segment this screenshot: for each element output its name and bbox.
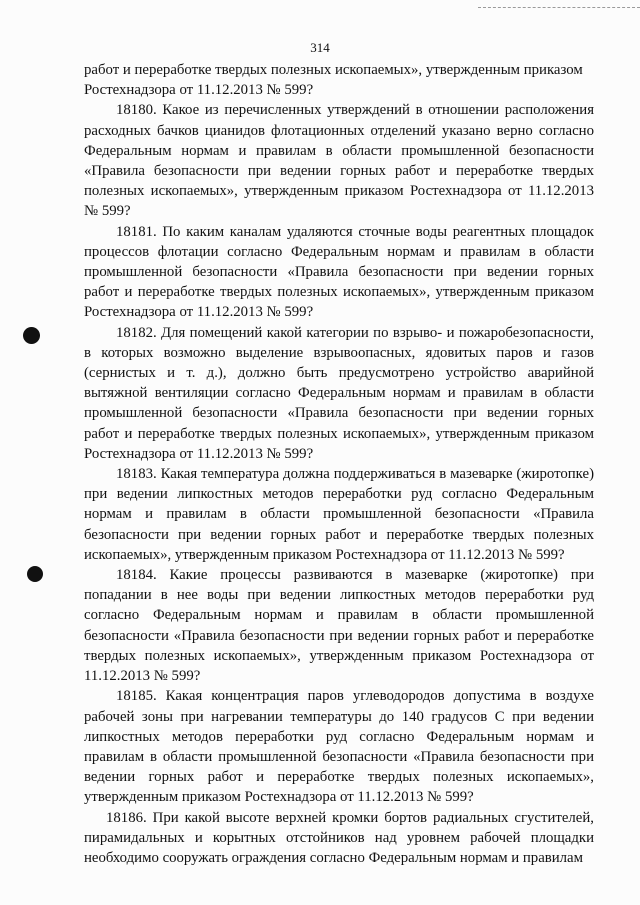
question-18183: 18183. Какая температура должна поддерживаться в мазеварке (жиротопке) при ведении липкостных методов переработки руд согласно Федеральным нормам и правилам в области промышленной безопасности «Правила безопасности при ведении горных работ и переработке твердых полезных ископаемых», утвержденным приказом Ростехнадзора от 11.12.2013 № 599? [84,466,594,563]
scan-edge-line [478,7,640,8]
binder-hole-mark [23,327,40,344]
question-18182: 18182. Для помещений какой категории по взрыво- и пожаробезопасности, в которых возможно выделение взрывоопасных, ядовитых паров и газов (сернистых и т. д.), должно быть предусмотрено устройство аварийной вытяжной вентиляции согласно Федеральным нормам и правилам в области промышленной безопасности «Правила безопасности при ведении горных работ и переработке твердых полезных ископаемых», утвержденным приказом Ростехнадзора от 11.12.2013 № 599? [84,324,594,462]
continued-paragraph: работ и переработке твердых полезных ископаемых», утвержденным приказом Ростехнадзора от 11.12.2013 № 599? [84,62,583,99]
question-18181: 18181. По каким каналам удаляются сточные воды реагентных площадок процессов флотации согласно Федеральным нормам и правилам в области промышленной безопасности «Правила безопасности при ведении горных работ и переработке твердых полезных ископаемых», утвержденным приказом Ростехнадзора от 11.12.2013 № 599? [84,223,594,321]
question-18184: 18184. Какие процессы развиваются в мазеварке (жиротопке) при попадании в нее воды при ведении липкостных методов переработки руд согласно Федеральным нормам и правилам в области промышленной безопасности «Правила безопасности при ведении горных работ и переработке твердых полезных ископаемых», утвержденным приказом Ростехнадзора от 11.12.2013 № 599? [84,567,594,685]
page-number: 314 [310,40,330,55]
question-18185: 18185. Какая концентрация паров углеводородов допустима в воздухе рабочей зоны при нагревании температуры до 140 градусов С при ведении липкостных методов переработки руд согласно Федеральным нормам и правилам в области промышленной безопасности «Правила безопасности при ведении горных работ и переработке твердых полезных ископаемых», утвержденным приказом Ростехнадзора от 11.12.2013 № 599? [84,688,594,806]
question-18186: 18186. При какой высоте верхней кромки бортов радиальных сгустителей, пирамидальных и корытных отстойников над уровнем рабочей площадки необходимо сооружать ограждения согласно Федеральным нормам и правилам [84,809,594,866]
question-18180: 18180. Какое из перечисленных утверждений в отношении расположения расходных бачков цианидов флотационных отделений указано верно согласно Федеральным нормам и правилам в области промышленной безопасности «Правила безопасности при ведении горных работ и переработке твердых полезных ископаемых», утвержденным приказом Ростехнадзора от 11.12.2013 № 599? [84,102,594,220]
document-body [84,60,594,868]
binder-hole-mark [27,566,43,582]
